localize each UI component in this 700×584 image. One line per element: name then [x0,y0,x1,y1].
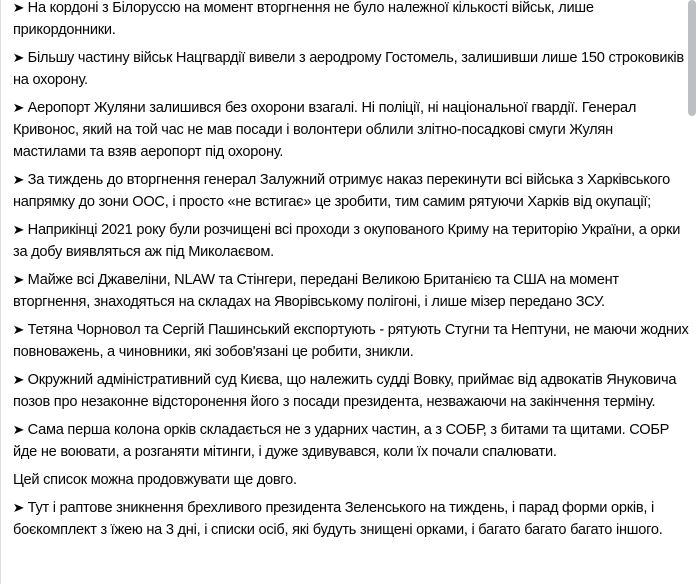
arrow-bullet-icon: ➤ [12,500,25,515]
post-paragraph-4 [13,169,689,213]
paragraph-text: Аеропорт Жуляни залишився без охорони взагалі. Ні поліції, ні національної гвардії. Генерал Кривонос, який на той час не мав посади і волонтери облили злітно-посадкові смуги Жулян мастилами та взяв аеропорт під охорону. [13,100,637,160]
paragraph-text: Цей список можна продовжувати ще довго. [13,472,297,488]
arrow-bullet-icon: ➤ [12,50,25,65]
post-paragraph-11 [13,497,689,541]
arrow-bullet-icon: ➤ [12,100,25,115]
paragraph-text: Тут і раптове зникнення брехливого президента Зеленського на тиждень, і парад форми орків, і боєкомплект з їжею на 3 дні, і списки осіб, які будуть знищені орками, і багато багато багато іншого. [13,500,663,538]
post-paragraph-2 [13,47,689,91]
paragraph-text: Сама перша колона орків складається не з ударних частин, а з СОБР, з битами та щитами. СОБР йде не воювати, а розганяти мітинги, і дуже здивувався, коли їх почали спалювати. [13,422,670,460]
post-paragraph-7 [13,319,689,363]
paragraph-text: Тетяна Чорновол та Сергій Пашинський експортують - рятують Стугни та Нептуни, не маючи жодних повноважень, а чиновники, які зобов'язані це робити, зникли. [13,322,689,360]
post-paragraph-1 [13,0,689,41]
post-paragraph-5 [13,219,689,263]
arrow-bullet-icon: ➤ [12,372,25,387]
post-body [13,0,689,547]
arrow-bullet-icon: ➤ [12,172,25,187]
post-paragraph-9 [13,419,689,463]
post-paragraph-8 [13,369,689,413]
paragraph-text: Окружний адміністративний суд Києва, що належить судді Вовку, приймає від адвокатів Януковича позов про незаконне відсторонення його з посади президента, незважаючи на закінчення терміну. [13,372,677,410]
scrollbar-thumb[interactable] [688,0,696,116]
arrow-bullet-icon: ➤ [12,422,25,437]
arrow-bullet-icon: ➤ [12,322,25,337]
paragraph-text: На кордоні з Білоруссю на момент вторгнення не було належної кількості військ, лише прикордонники. [13,0,594,38]
arrow-bullet-icon: ➤ [12,0,25,15]
post-paragraph-6 [13,269,689,313]
vertical-scrollbar[interactable] [688,0,696,584]
arrow-bullet-icon: ➤ [12,272,25,287]
paragraph-text: Більшу частину військ Нацгвардії вивели з аеродрому Гостомель, залишивши лише 150 строковиків на охорону. [13,50,684,88]
arrow-bullet-icon: ➤ [12,222,25,237]
post-paragraph-10 [13,469,689,491]
paragraph-text: Майже всі Джавеліни, NLAW та Стінгери, передані Великою Британією та США на момент вторгнення, знаходяться на складах на Яворівському полігоні, і лише мізер передано ЗСУ. [13,272,619,310]
paragraph-text: Наприкінці 2021 року були розчищені всі проходи з окупованого Криму на територію України, а орки за добу виявляться аж під Миколаєвом. [13,222,681,260]
post-paragraph-3 [13,97,689,163]
paragraph-text: За тиждень до вторгнення генерал Залужний отримує наказ перекинути всі війська з Харківського напрямку до зони ООС, і просто «не встигає» це зробити, тим самим рятуючи Харків від окупації; [13,172,671,210]
